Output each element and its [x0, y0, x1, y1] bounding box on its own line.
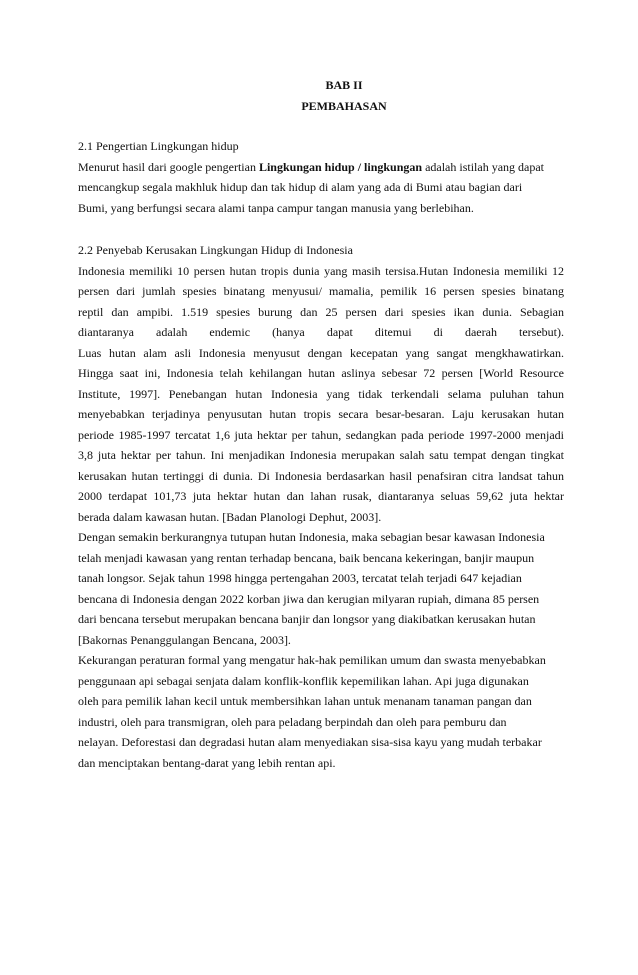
text-line: telah menjadi kawasan yang rentan terhadap bencana, baik bencana kekeringan, banjir maupun: [78, 550, 535, 565]
section-title-2-1: 2.1 Pengertian Lingkungan hidup: [78, 139, 239, 153]
text-line: oleh para pemilik lahan kecil untuk membersihkan lahan untuk menanam tanaman pangan dan: [78, 694, 532, 708]
text-line: Luas hutan alam asli Indonesia menyusut dengan kecepatan yang sangat mengkhawatirkan.: [78, 345, 564, 360]
text-line: diantaranya adalah endemic (hanya dapat ditemui di daerah tersebut).: [78, 325, 564, 339]
text-line: persen dari jumlah spesies binatang menyusui/ mamalia, pemilik 16 persen spesies binatang: [78, 284, 564, 298]
text-line: Dengan semakin berkurangnya tutupan hutan Indonesia, maka sebagian besar kawasan Indonesia: [78, 530, 545, 544]
section-2-2-body: [78, 261, 564, 774]
text-line: berada dalam kawasan hutan. [Badan Planologi Dephut, 2003].: [78, 509, 382, 524]
chapter-title: PEMBAHASAN: [301, 99, 387, 113]
text-line: tanah longsor. Sejak tahun 1998 hingga pertengahan 2003, tercatat telah terjadi 647 kejadian: [78, 571, 522, 585]
bold-term: Lingkungan hidup / lingkungan: [258, 159, 423, 174]
text-line: 2000 terdapat 101,73 juta hektar hutan dan lahan rusak, diantaranya seluas 59,62 juta hektar: [78, 489, 564, 503]
text-line: Hingga saat ini, Indonesia telah kehilangan hutan aslinya sebesar 72 persen [World Resource: [78, 366, 564, 380]
text-line: Indonesia memiliki 10 persen hutan tropis dunia yang masih tersisa.Hutan Indonesia memiliki 12: [78, 263, 564, 278]
document-body: [78, 136, 564, 773]
text-line: Menurut hasil dari google pengertian Lingkungan hidup / lingkungan adalah istilah yang dapat: [78, 159, 545, 174]
text-line: menyebabkan terjadinya penyusutan hutan tropis secara besar-besaran. Laju kerusakan hutan: [78, 407, 564, 421]
chapter-heading: BAB II: [325, 78, 363, 92]
text-line: kerusakan hutan tertinggi di dunia. Di Indonesia berdasarkan hasil penafsiran citra landsat tahun: [78, 468, 564, 483]
section-2-1-paragraph: [78, 157, 564, 219]
text-line: dari bencana tersebut merupakan bencana banjir dan longsor yang diakibatkan kerusakan hutan: [78, 612, 536, 626]
section-title-2-2: 2.2 Penyebab Kerusakan Lingkungan Hidup di Indonesia: [78, 243, 353, 257]
text-line: reptil dan ampibi. 1.519 spesies burung dan 25 persen dari spesies ikan dunia. Sebagian: [78, 304, 564, 319]
text-line: 3,8 juta hektar per tahun. Ini menjadikan Indonesia merupakan salah satu tempat dengan tingkat: [78, 448, 564, 462]
text-line: Institute, 1997]. Penebangan hutan Indonesia yang tidak terkendali selama puluhan tahun: [78, 386, 564, 401]
text-line: Bumi, yang berfungsi secara alami tanpa campur tangan manusia yang berlebihan.: [78, 200, 474, 215]
text-line: dan menciptakan bentang-darat yang lebih rentan api.: [78, 755, 336, 770]
text-line: industri, oleh para transmigran, oleh para peladang berpindah dan oleh para pemburu dan: [78, 714, 507, 729]
text-line: nelayan. Deforestasi dan degradasi hutan alam menyediakan sisa-sisa kayu yang mudah terbakar: [78, 735, 542, 749]
text-line: penggunaan api sebagai senjata dalam konflik-konflik kepemilikan lahan. Api juga digunakan: [78, 673, 529, 688]
text-line: mencangkup segala makhluk hidup dan tak hidup di alam yang ada di Bumi atau bagian dari: [78, 180, 523, 194]
section-gap: [78, 218, 564, 240]
text-line: bencana di Indonesia dengan 2022 korban jiwa dan kerugian milyaran rupiah, dimana 85 persen: [78, 591, 540, 606]
text-line: periode 1985-1997 tercatat 1,6 juta hektar per tahun, sedangkan pada periode 1997-2000 menjadi: [78, 427, 564, 442]
text-line: [Bakornas Penanggulangan Bencana, 2003].: [78, 632, 291, 647]
text-line: Kekurangan peraturan formal yang mengatur hak-hak pemilikan umum dan swasta menyebabkan: [78, 653, 546, 667]
